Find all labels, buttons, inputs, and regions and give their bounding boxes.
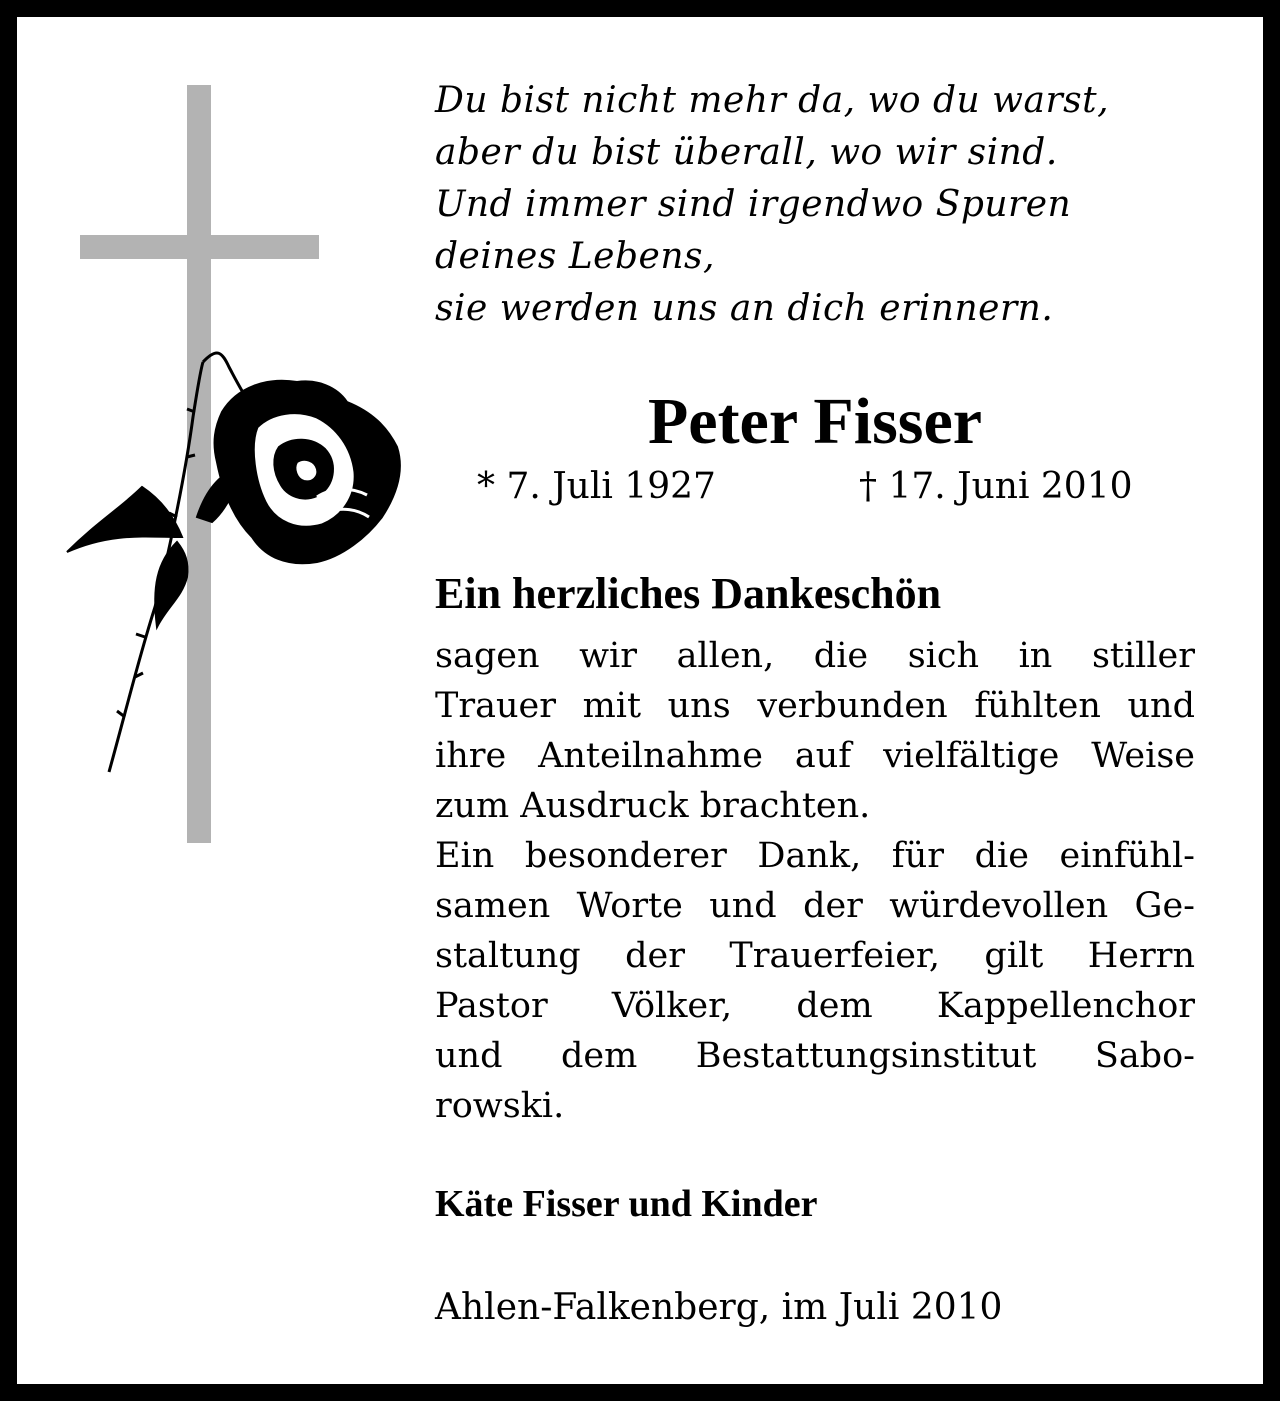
- poem-line: Du bist nicht mehr da, wo du warst,: [435, 80, 1110, 121]
- rose-icon: [67, 353, 400, 772]
- thanks-line: staltung der Trauerfeier, gilt Herrn: [435, 936, 1195, 976]
- thanks-text: [435, 631, 1195, 1131]
- thanks-line: Ein besonderer Dank, für die einfühl-: [435, 836, 1195, 876]
- thanks-line: Trauer mit uns verbunden fühlten und: [435, 686, 1195, 726]
- poem-line: aber du bist überall, wo wir sind.: [435, 132, 1058, 173]
- death-date: † 17. Juni 2010: [859, 466, 1133, 507]
- signature: Käte Fisser und Kinder: [435, 1183, 818, 1225]
- thanks-line: sagen wir allen, die sich in stiller: [435, 636, 1195, 676]
- thanks-line: und dem Bestattungsinstitut Sabo-: [435, 1036, 1195, 1076]
- cross-rose-illustration: [17, 17, 437, 917]
- thanks-line: rowski.: [435, 1086, 565, 1126]
- thanks-line: ihre Anteilnahme auf vielfältige Weise: [435, 736, 1195, 776]
- thanks-line: zum Ausdruck brachten.: [435, 786, 871, 826]
- poem-line: sie werden uns an dich erinnern.: [435, 288, 1054, 329]
- deceased-name: Peter Fisser: [647, 385, 983, 458]
- thanks-line: samen Worte und der würdevollen Ge-: [435, 886, 1195, 926]
- place-date: Ahlen-Falkenberg, im Juli 2010: [435, 1287, 1003, 1328]
- thanks-line: Pastor Völker, dem Kappellenchor: [435, 986, 1195, 1026]
- memorial-poem: [435, 75, 1109, 335]
- thanks-heading: Ein herzliches Dankeschön: [435, 569, 942, 618]
- obituary-notice: [17, 17, 1263, 1384]
- birth-date: * 7. Juli 1927: [477, 466, 716, 507]
- poem-line: deines Lebens,: [435, 236, 715, 277]
- poem-line: Und immer sind irgendwo Spuren: [435, 184, 1072, 225]
